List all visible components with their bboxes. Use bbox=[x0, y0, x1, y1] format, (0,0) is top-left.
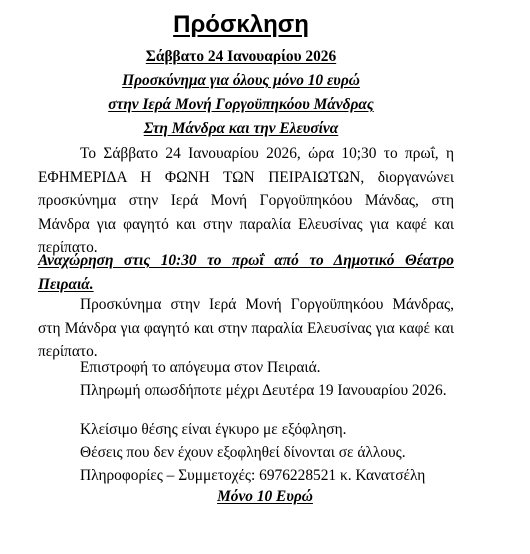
paragraph-booking: Κλείσιμο θέσης είναι έγκυρο με εξόφληση. bbox=[80, 421, 347, 438]
paragraph-contact: Πληροφορίες – Συμμετοχές: 6976228521 κ. Κανατσέλη bbox=[80, 467, 426, 484]
paragraph-departure: Αναχώρηση στις 10:30 το πρωΐ από το Δημοτικό Θέατρο Πειραιά. bbox=[38, 252, 454, 293]
heading-price: Προσκύνημα για όλους μόνο 10 ευρώ bbox=[122, 72, 360, 89]
paragraph-itinerary: Προσκύνημα στην Ιερά Μονή Γοργοϋπηκόου Μάνδρας, στη Μάνδρα για φαγητό και στην παραλία Ελευσίνας για καφέ και περίπατο. bbox=[38, 296, 454, 360]
paragraph-return: Επιστροφή το απόγευμα στον Πειραιά. bbox=[80, 359, 321, 376]
paragraph-payment: Πληρωμή οπωσδήποτε μέχρι Δευτέρα 19 Ιανουαρίου 2026. bbox=[80, 382, 447, 399]
heading-date: Σάββατο 24 Ιανουαρίου 2026 bbox=[145, 48, 337, 65]
heading-monastery: στην Ιερά Μονή Γοργοϋπηκόου Μάνδρας bbox=[108, 96, 374, 113]
paragraph-intro: Το Σάββατο 24 Ιανουαρίου 2026, ώρα 10;30 το πρωΐ, η ΕΦΗΜΕΡΙΔΑ Η ΦΩΝΗ ΤΩΝ ΠΕΙΡΑΙΩΤΩΝ, διοργανώνει προσκύνημα στην Ιερά Μονή Γοργοϋπηκόου Μάνδας, στη Μάνδρα για φαγητό και στην παραλία Ελευσίνας για καφέ και περίπατο. bbox=[38, 145, 454, 256]
invitation-title: Πρόσκληση bbox=[173, 11, 309, 38]
paragraph-unpaid: Θέσεις που δεν έχουν εξοφληθεί δίνονται σε άλλους. bbox=[80, 444, 406, 461]
heading-locations: Στη Μάνδρα και την Ελευσίνα bbox=[143, 120, 339, 137]
footer-price: Μόνο 10 Ευρώ bbox=[217, 488, 313, 505]
